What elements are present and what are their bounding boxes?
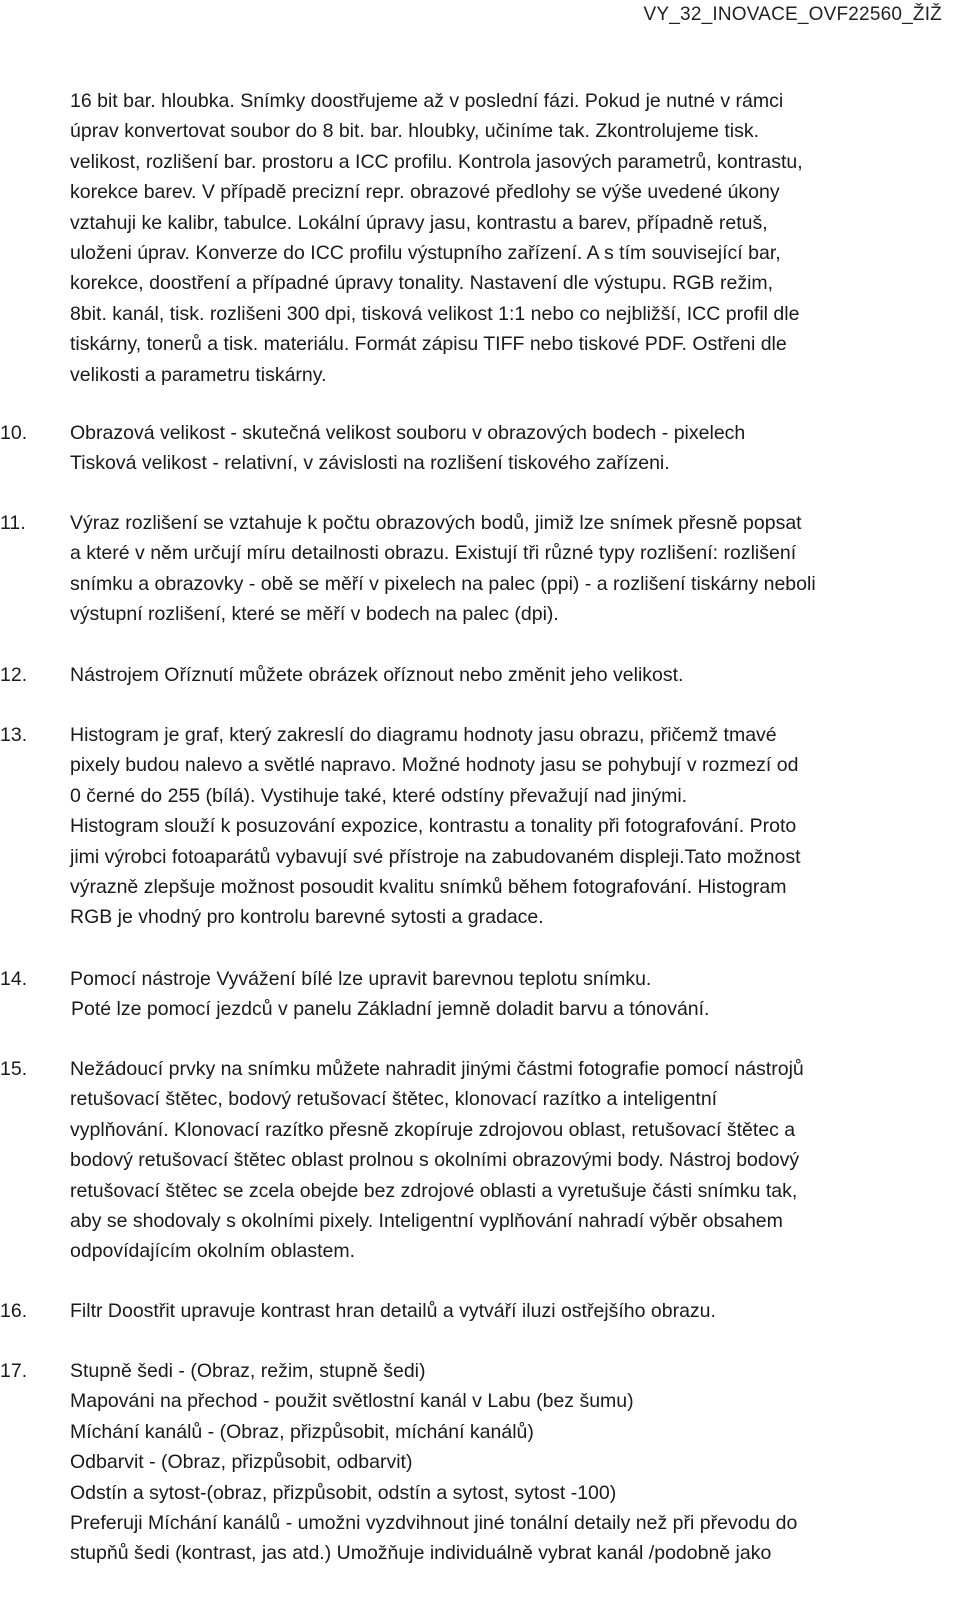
text-line: Stupně šedi - (Obraz, režim, stupně šedi) <box>70 1360 426 1382</box>
item-text <box>70 660 952 690</box>
item-number: 13. <box>0 724 28 746</box>
text-line: stupňů šedi (kontrast, jas atd.) Umožňuje individuálně vybrat kanál /podobně jako <box>70 1542 772 1565</box>
text-line: Preferuji Míchání kanálů - umožni vyzdvihnout jiné tonální detaily než při převodu do <box>70 1512 798 1535</box>
item-number: 15. <box>0 1058 28 1080</box>
text-line: vztahuji ke kalibr, tabulce. Lokální úpravy jasu, kontrastu a barev, případně retuš, <box>70 211 768 234</box>
text-line: pixely budou nalevo a světlé napravo. Možné hodnoty jasu se pohybují v rozmezí od <box>70 754 799 777</box>
text-line: a které v něm určují míru detailnosti obrazu. Existují tři různé typy rozlišení: rozlišení <box>70 542 797 565</box>
text-line: Míchání kanálů - (Obraz, přizpůsobit, míchání kanálů) <box>70 1420 534 1443</box>
text-line: Tisková velikost - relativní, v závislosti na rozlišení tiskového zařízeni. <box>70 452 670 475</box>
text-line: vyplňování. Klonovací razítko přesně zkopíruje zdrojovou oblast, retušovací štětec a <box>70 1118 796 1141</box>
text-line: tiskárny, tonerů a tisk. materiálu. Formát zápisu TIFF nebo tiskové PDF. Ostřeni dle <box>70 333 787 356</box>
text-line: Výraz rozlišení se vztahuje k počtu obrazových bodů, jimiž lze snímek přesně popsat <box>70 512 802 534</box>
text-line: Nástrojem Oříznutí můžete obrázek oříznout nebo změnit jeho velikost. <box>70 664 684 686</box>
text-line: Odbarvit - (Obraz, přizpůsobit, odbarvit) <box>70 1451 413 1474</box>
text-line: velikosti a parametru tiskárny. <box>70 363 327 386</box>
item-number: 11. <box>0 512 26 534</box>
item-number: 10. <box>0 422 28 444</box>
text-line: retušovací štětec, bodový retušovací štětec, klonovací razítko a inteligentní <box>70 1088 718 1111</box>
item-number: 14. <box>0 968 28 990</box>
document-code: VY_32_INOVACE_OVF22560_ŽIŽ <box>643 4 942 25</box>
item-text <box>70 720 952 933</box>
item-text <box>70 418 952 479</box>
text-line: úprav konvertovat soubor do 8 bit. bar. hloubky, učiníme tak. Zkontrolujeme tisk. <box>70 120 759 143</box>
text-line: Histogram je graf, který zakreslí do diagramu hodnoty jasu obrazu, přičemž tmavé <box>70 724 777 746</box>
text-line: Mapováni na přechod - použit světlostní kanál v Labu (bez šumu) <box>70 1390 634 1413</box>
text-line: Histogram slouží k posuzování expozice, kontrastu a tonality při fotografování. Proto <box>70 815 797 838</box>
text-line: korekce barev. V případě precizní repr. obrazové předlohy se výše uvedené úkony <box>70 181 780 204</box>
text-line: 0 černé do 255 (bílá). Vystihuje také, které odstíny převažují nad jinými. <box>70 784 688 807</box>
item-number: 16. <box>0 1300 28 1322</box>
text-line: korekce, doostření a případné úpravy tonality. Nastavení dle výstupu. RGB režim, <box>70 272 774 295</box>
text-line: Odstín a sytost-(obraz, přizpůsobit, odstín a sytost, sytost -100) <box>70 1481 617 1504</box>
text-line: uloženi úprav. Konverze do ICC profilu výstupního zařízení. A s tím související bar, <box>70 242 781 265</box>
text-line: RGB je vhodný pro kontrolu barevné sytosti a gradace. <box>70 906 544 929</box>
text-line: 16 bit bar. hloubka. Snímky doostřujeme až v poslední fázi. Pokud je nutné v rámci <box>70 90 784 112</box>
text-line: jimi výrobci fotoaparátů vybavují své přístroje na zabudovaném displeji.Tato možnost <box>70 845 801 868</box>
text-line: Filtr Doostřit upravuje kontrast hran detailů a vytváří iluzi ostřejšího obrazu. <box>70 1300 716 1322</box>
text-line: Poté lze pomocí jezdců v panelu Základní jemně doladit barvu a tónování. <box>71 998 710 1021</box>
item-text <box>70 1296 952 1326</box>
text-line: Nežádoucí prvky na snímku můžete nahradit jinými částmi fotografie pomocí nástrojů <box>70 1058 804 1080</box>
item-text <box>70 1356 952 1569</box>
text-line: snímku a obrazovky - obě se měří v pixelech na palec (ppi) - a rozlišení tiskárny neboli <box>70 572 816 595</box>
text-line: Obrazová velikost - skutečná velikost souboru v obrazových bodech - pixelech <box>70 422 746 444</box>
text-line: velikost, rozlišení bar. prostoru a ICC profilu. Kontrola jasových parametrů, kontrastu, <box>70 150 803 173</box>
intro-paragraph <box>70 86 950 390</box>
text-line: 8bit. kanál, tisk. rozlišeni 300 dpi, tisková velikost 1:1 nebo co nejbližší, ICC profil dle <box>70 302 800 325</box>
text-line: výrazně zlepšuje možnost posoudit kvalitu snímků během fotografování. Histogram <box>70 876 787 899</box>
item-text <box>70 964 952 1025</box>
text-line: bodový retušovací štětec oblast prolnou s okolními obrazovými body. Nástroj bodový <box>70 1149 800 1172</box>
text-line: aby se shodovaly s okolními pixely. Inteligentní vyplňování nahradí výběr obsahem <box>70 1210 783 1233</box>
item-text <box>70 508 952 630</box>
item-number: 17. <box>0 1360 28 1382</box>
text-line: Pomocí nástroje Vyvážení bílé lze upravit barevnou teplotu snímku. <box>70 968 652 990</box>
item-text <box>70 1054 952 1267</box>
text-line: odpovídajícím okolním oblastem. <box>70 1240 356 1263</box>
text-line: výstupní rozlišení, které se měří v bodech na palec (dpi). <box>70 603 559 626</box>
text-line: retušovací štětec se zcela obejde bez zdrojové oblasti a vyretušuje části snímku tak, <box>70 1179 798 1202</box>
item-number: 12. <box>0 664 28 686</box>
